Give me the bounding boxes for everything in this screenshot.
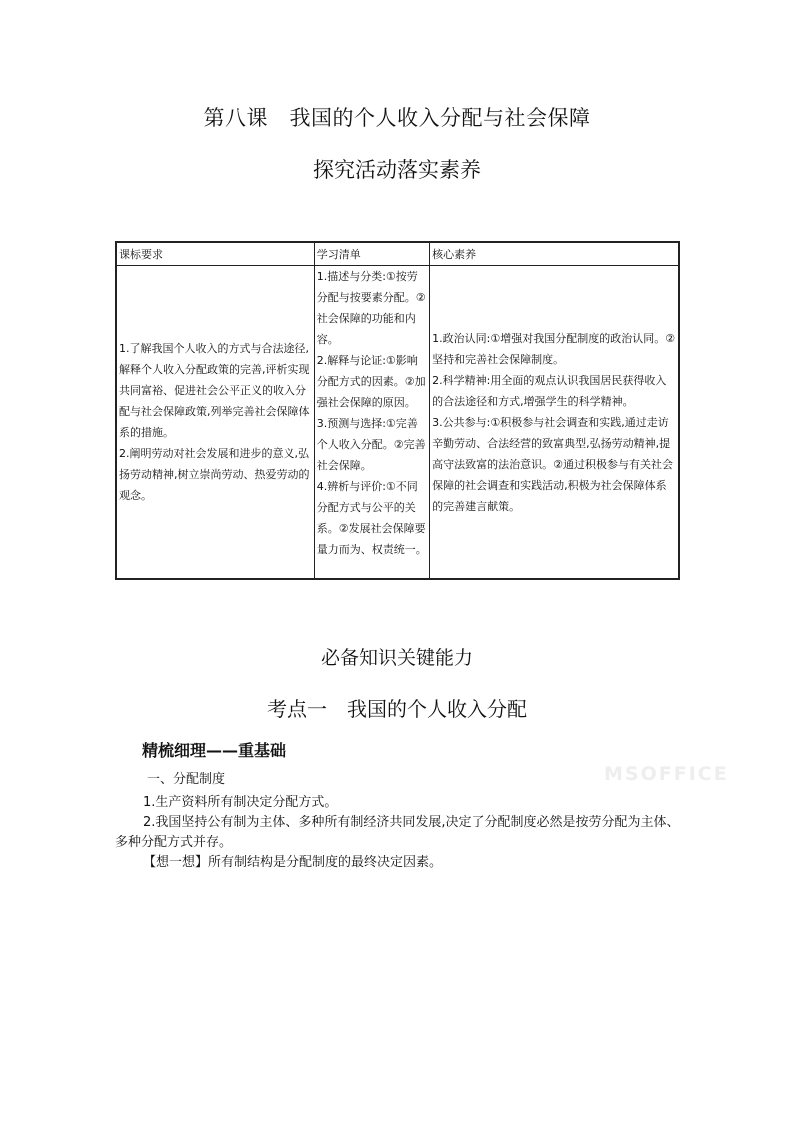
section-heading: 必备知识关键能力 [320,647,473,669]
header-core-literacy: 核心素养 [430,242,679,266]
sub-heading: 精梳细理——重基础 [142,741,287,760]
curriculum-cell [116,266,314,580]
literacy-item: 2.科学精神:用全面的观点认识我国居民获得收入的合法途径和方式,增强学生的科学精神。 [432,373,667,408]
literacy-item: 1.政治认同:①增强对我国分配制度的政治认同。②坚持和完善社会保障制度。 [432,331,676,366]
body-item-2: 2.我国坚持公有制为主体、多种所有制经济共同发展,决定了分配制度必然是按劳分配为主体、多种分配方式并存。 [115,815,680,850]
header-curriculum: 课标要求 [116,242,314,266]
watermark: MSOFFICE [604,763,729,785]
point-title: 考点一 我国的个人收入分配 [267,697,527,721]
table-row [116,266,679,580]
lesson-title: 第八课 我国的个人收入分配与社会保障 [203,106,591,130]
lesson-subtitle: 探究活动落实素养 [313,158,481,182]
body-item-1: 1.生产资料所有制决定分配方式。 [143,795,338,810]
header-study-list: 学习清单 [314,242,429,266]
body-heading: 一、分配制度 [147,772,226,787]
requirements-table [115,241,680,580]
think-note: 【想一想】所有制结构是分配制度的最终决定因素。 [143,855,443,870]
study-item: 3.预测与选择:①完善个人收入分配。②完善社会保障。 [316,417,426,472]
literacy-item: 3.公共参与:①积极参与社会调查和实践,通过走访辛勤劳动、合法经营的致富典型,弘扬劳动精神,提高守法致富的法治意识。②通过积极参与有关社会保障的社会调查和实践活动,积极为社会保障体系的完善建言献策。 [432,415,674,513]
core-literacy-cell [430,266,679,580]
table-header-row [116,242,679,266]
study-item: 4.辨析与评价:①不同分配方式与公平的关系。②发展社会保障要量力而为、权责统一。 [316,480,427,556]
curriculum-item: 1.了解我国个人收入的方式与合法途径,解释个人收入分配政策的完善,评析实现共同富裕、促进社会公平正义的收入分配与社会保障政策,列举完善社会保障体系的措施。 [119,342,310,439]
study-item: 1.描述与分类:①按劳分配与按要素分配。②社会保障的功能和内容。 [316,270,426,346]
curriculum-item: 2.阐明劳动对社会发展和进步的意义,弘扬劳动精神,树立崇尚劳动、热爱劳动的观念。 [119,447,310,502]
study-item: 2.解释与论证:①影响分配方式的因素。②加强社会保障的原因。 [316,354,426,409]
study-list-cell [314,266,429,580]
